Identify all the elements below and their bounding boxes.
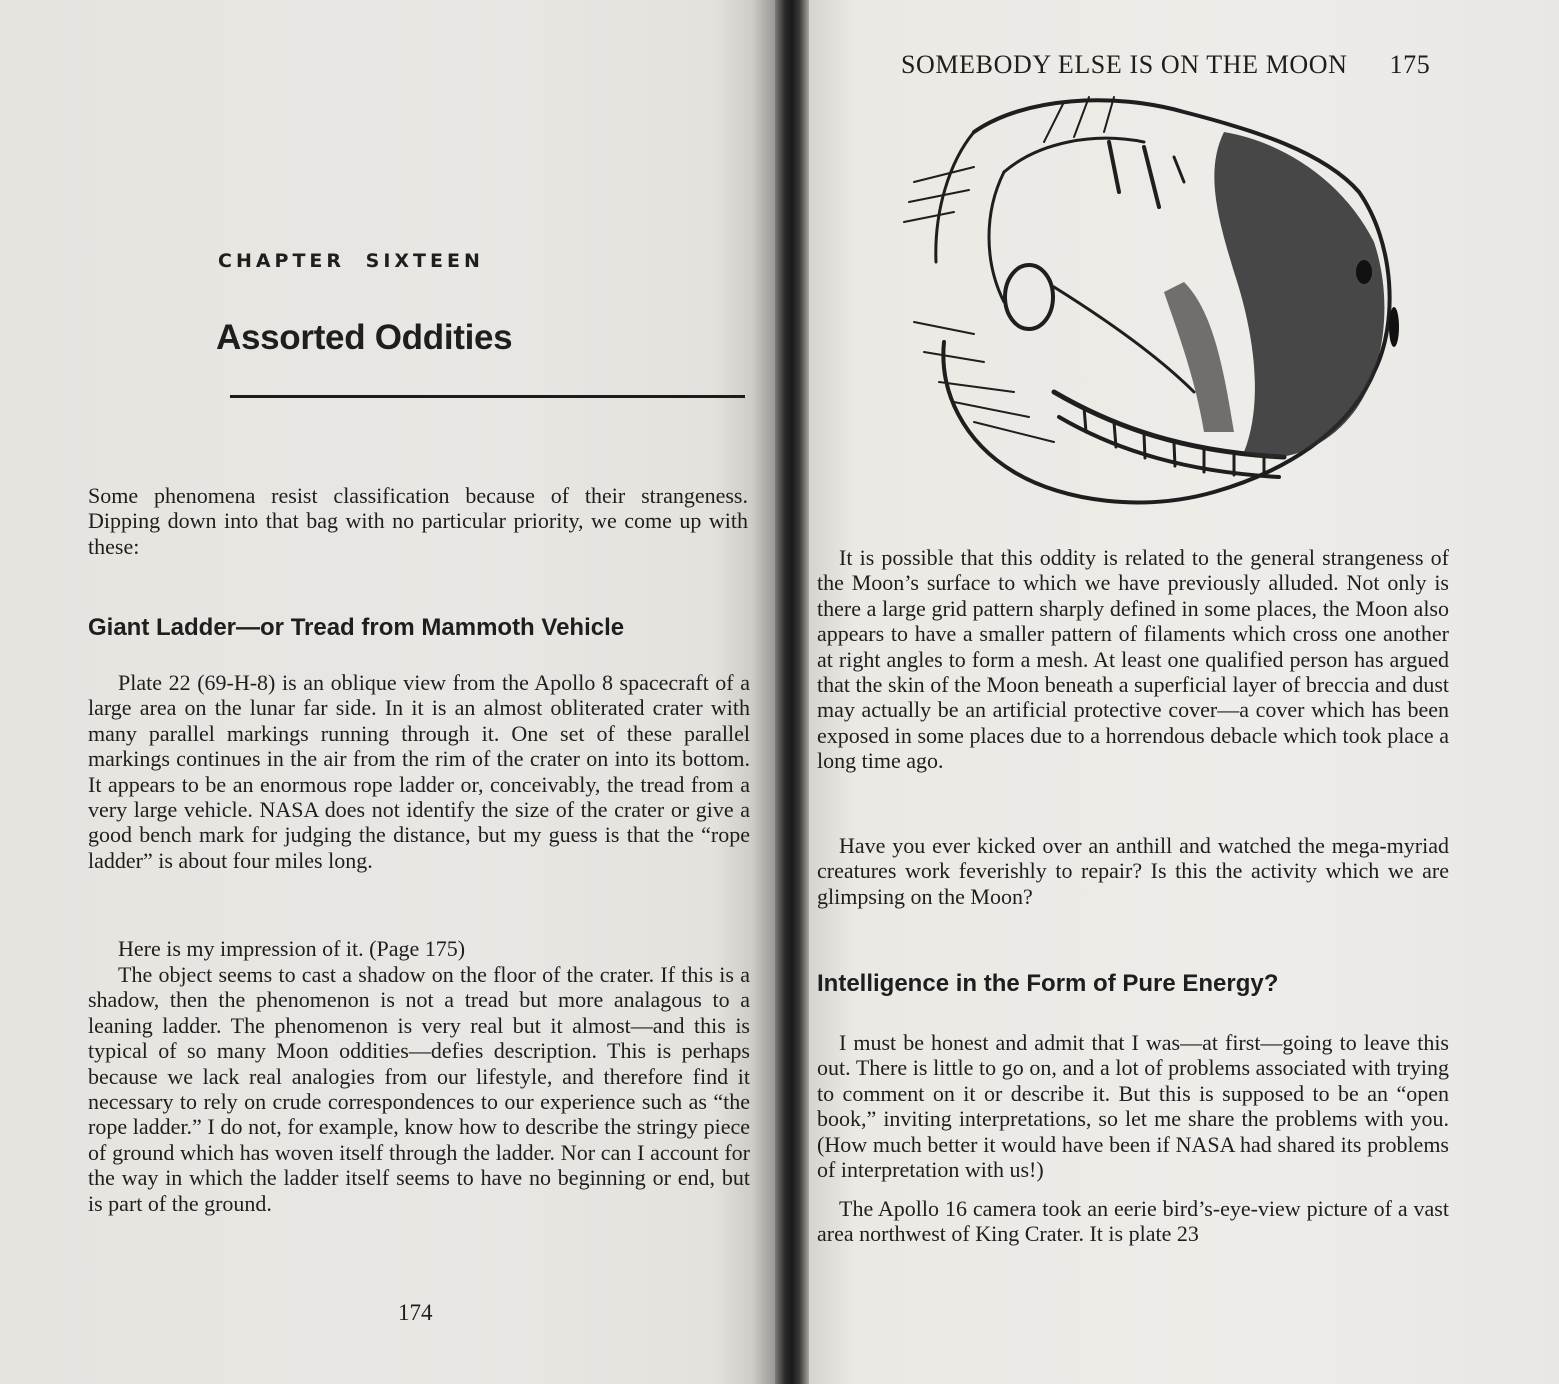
page-number-left: 174 [398, 1300, 433, 1325]
rope-ladder-illustration [854, 72, 1404, 512]
paragraph-plate-22: Plate 22 (69-H-8) is an oblique view from the Apollo 8 spacecraft of a large area on the lunar far side. In it is an almost obliterated crater with many parallel markings running through it. One set of these parallel markings continues in the air from the rim of the crater on into its bottom. It appears to be an enormous rope ladder or, conceivably, the tread from a very large vehicle. NASA does not identify the size of the crater or give a good bench mark for judging the distance, but my guess is that the “rope ladder” is about four miles long. [88, 670, 750, 873]
chapter-label: CHAPTER SIXTEEN [218, 250, 484, 272]
section-heading-giant-ladder: Giant Ladder—or Tread from Mammoth Vehicle [88, 614, 625, 641]
title-rule [230, 395, 745, 398]
paragraph-apollo-16: The Apollo 16 camera took an eerie bird’s-eye-view picture of a vast area northwest of King Crater. It is plate 23 [817, 1196, 1449, 1247]
section-heading-pure-energy: Intelligence in the Form of Pure Energy? [817, 970, 1279, 997]
book-gutter [775, 0, 809, 1384]
left-page [0, 0, 775, 1384]
chapter-title: Assorted Oddities [216, 318, 513, 357]
paragraph-shadow: The object seems to cast a shadow on the floor of the crater. If this is a shadow, then the phenomenon is not a tread but more analagous to a leaning ladder. The phenomenon is very real but it almost—and this is typical of so many Moon oddities—defies description. This is perhaps because we lack real analogies from our lifestyle, and therefore find it necessary to rely on crude correspondences to our experience such as “the rope ladder.” I do not, for example, know how to describe the stringy piece of ground which has woven itself through the ladder. Nor can I account for the way in which the ladder itself seems to have no beginning or end, but is part of the ground. [88, 962, 750, 1216]
intro-paragraph: Some phenomena resist classification because of their strangeness. Dipping down into that bag with no particular priority, we come up with these: [88, 483, 748, 559]
paragraph-honest: I must be honest and admit that I was—at first—going to leave this out. There is little to go on, and a lot of problems associated with trying to comment on it or describe it. But this is supposed to be an “open book,” inviting interpretations, so let me share the problems with you. (How much better it would have been if NASA had shared its problems of interpretation with us!) [817, 1030, 1449, 1183]
running-head-title: SOMEBODY ELSE IS ON THE MOON [901, 50, 1348, 79]
right-page [809, 0, 1559, 1384]
paragraph-anthill: Have you ever kicked over an anthill and watched the mega-myriad creatures work feverishly to repair? Is this the activity which we are glimpsing on the Moon? [817, 833, 1449, 909]
page-number-right: 175 [1389, 50, 1431, 79]
paragraph-impression: Here is my impression of it. (Page 175) [118, 936, 466, 961]
paragraph-strangeness: It is possible that this oddity is related to the general strangeness of the Moon’s surface to which we have previously alluded. Not only is there a large grid pattern sharply defined in some places, the Moon also appears to have a smaller pattern of filaments which cross one another at right angles to form a mesh. At least one qualified person has argued that the skin of the Moon beneath a superficial layer of breccia and dust may actually be an artificial protective cover—a cover which has been exposed in some places due to a horrendous debacle which took place a long time ago. [817, 545, 1449, 774]
